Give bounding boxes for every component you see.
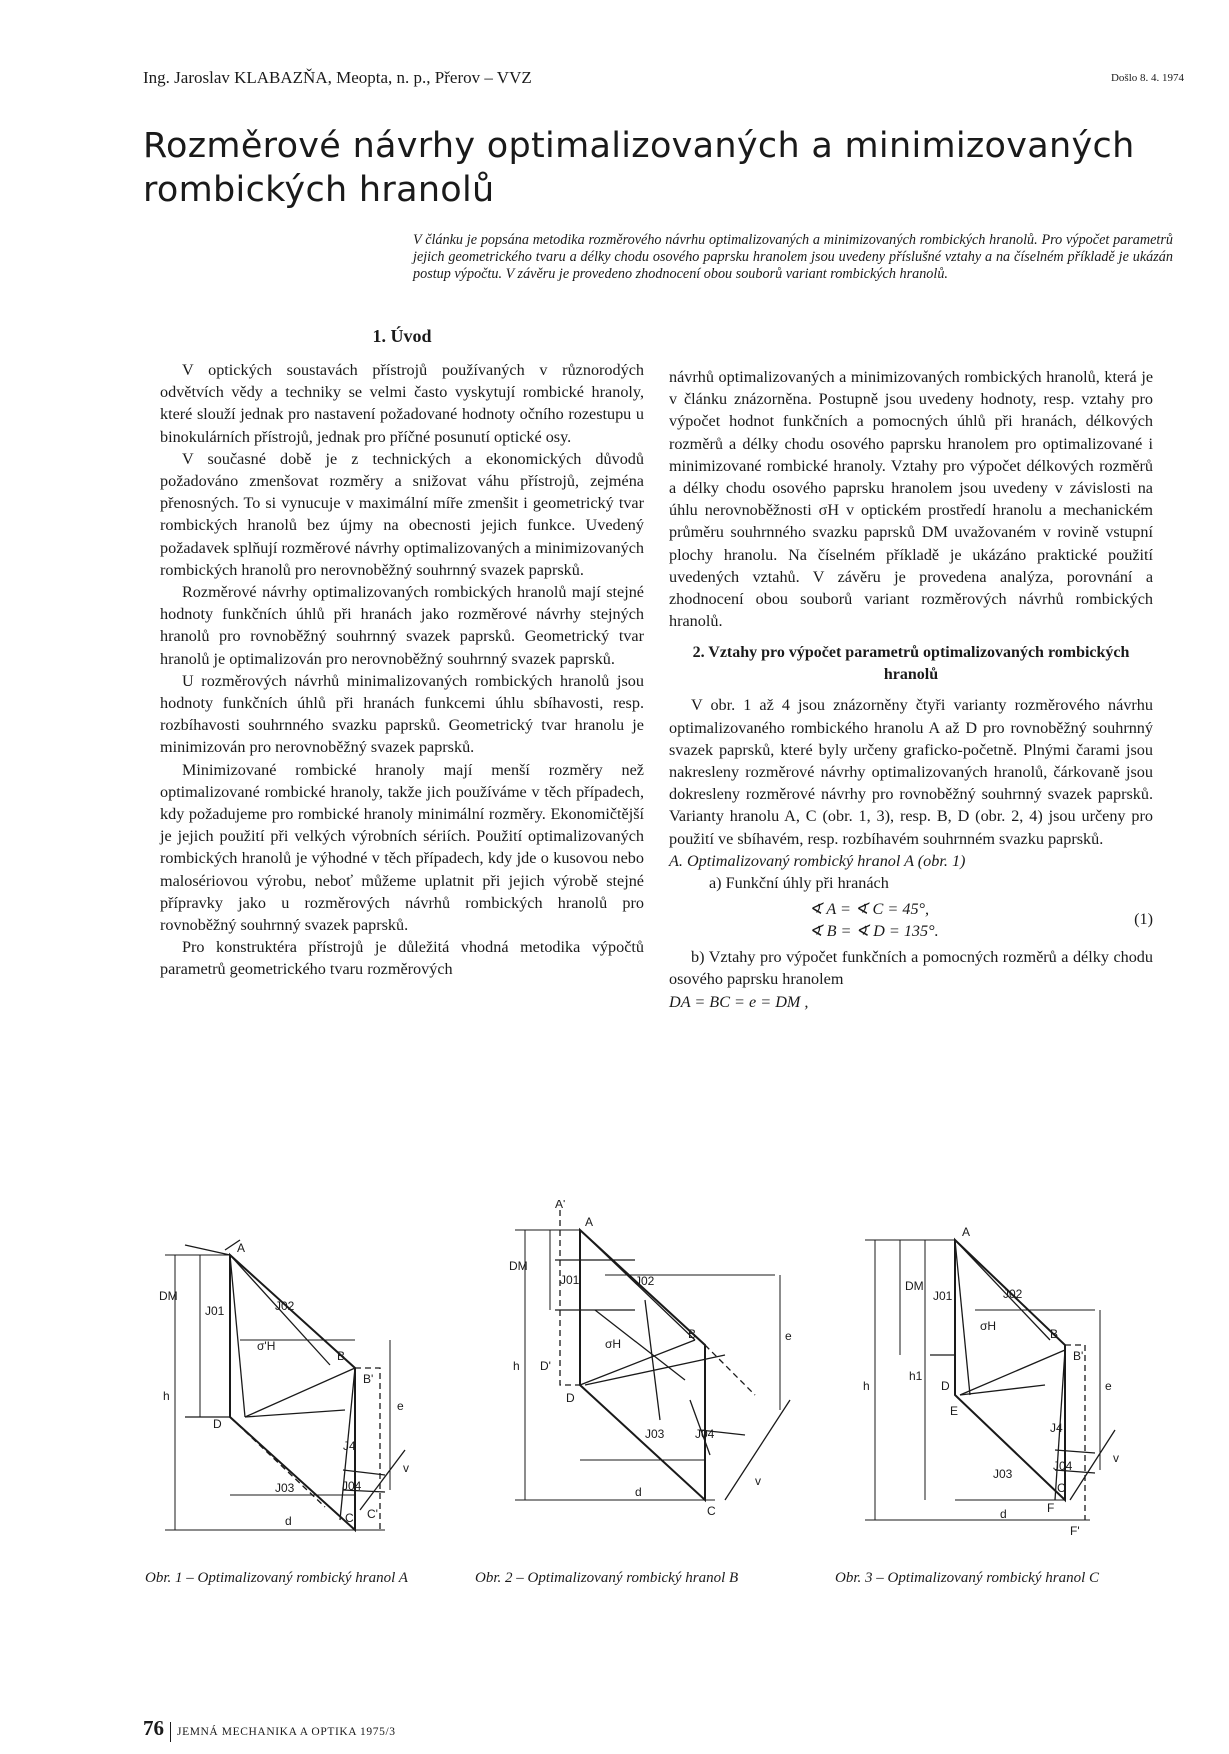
label-v: v — [403, 1461, 409, 1475]
label-J02: J02 — [1003, 1287, 1023, 1301]
label-J04: J04 — [1053, 1459, 1073, 1473]
received-date: Došlo 8. 4. 1974 — [1110, 72, 1184, 84]
label-B: B — [1050, 1327, 1059, 1341]
label-E: E — [950, 1404, 959, 1418]
label-Bp: B' — [1073, 1349, 1084, 1363]
paragraph: Pro konstruktéra přístrojů je důležitá vhodná metodika výpočtů parametrů geometrického tvaru rozměrových — [160, 938, 644, 979]
label-J03: J03 — [275, 1481, 295, 1495]
label-v: v — [1113, 1451, 1119, 1465]
label-DM: DM — [159, 1289, 178, 1303]
label-J04: J04 — [342, 1479, 362, 1493]
paragraph: V obr. 1 až 4 jsou znázorněny čtyři varianty rozměrového návrhu optimalizovaného rombického hranolu A až D pro rovnoběžný souhrnný svazek paprsků, které byly určeny graficko-početně. Plnými čarami jsou nakresleny rozměrové návrhy optimalizovaných hranolů, čárkovaně jsou dokresleny rozměrové návrhy pro rovnoběžný souhrnný svazek paprsků. Varianty hranolu A, C (obr. 1, 3), resp. B, D (obr. 2, 4) jsou určeny pro použití ve sbíhavém, resp. rozbíhavém souhrnném svazku paprsků. — [669, 696, 1153, 848]
figures-row — [145, 1200, 1185, 1620]
label-h: h — [863, 1379, 870, 1393]
label-h: h — [513, 1359, 520, 1373]
page-header — [143, 68, 1184, 92]
figure-2 — [475, 1200, 825, 1586]
label-A: A — [237, 1241, 246, 1255]
footer-divider — [170, 1722, 171, 1742]
equation-line: ∢ A = ∢ C = 45°, — [809, 900, 930, 919]
figure-3 — [835, 1200, 1175, 1586]
label-B: B — [337, 1349, 346, 1363]
paragraph: U rozměrových návrhů minimalizovaných rombických hranolů jsou hodnoty funkčních úhlů při hranách funkcemi úhlu sbíhavosti, resp. rozbíhavosti souhrnného svazku paprsků. Geometrický tvar hranolu je minimizován pro nerovnoběžný svazek paprsků. — [160, 671, 644, 757]
label-D: D — [941, 1379, 950, 1393]
label-d: d — [635, 1485, 642, 1499]
page-footer — [143, 1716, 396, 1742]
label-J4: J4 — [1050, 1421, 1063, 1435]
label-J01: J01 — [205, 1304, 225, 1318]
label-J03: J03 — [645, 1427, 665, 1441]
label-J01: J01 — [933, 1289, 953, 1303]
figure-2-drawing — [495, 1200, 825, 1540]
equation-line: ∢ B = ∢ D = 135°. — [809, 922, 939, 941]
label-Cp: C' — [367, 1507, 378, 1521]
paragraph-continuation: návrhů optimalizovaných a minimizovaných rombických hranolů, která je v článku znázorněna. Postupně jsou uvedeny hodnoty, resp. vztahy pro výpočet hodnot funkčních a pomocných úhlů při hranách, délkových rozměrů a délky chodu osového paprsku hranolem pro optimalizované i minimizované rombické hranoly. Vztahy pro výpočet délkových rozměrů a délky chodu osového paprsku hranolem jsou uvedeny v závislosti na úhlu nerovnoběžnosti σH v optickém prostředí hranolu a mechanickém průměru souhrnného svazku paprsků DM uvažovaném v rovině vstupní plochy hranolu. Na číselném příkladě je ukázáno praktické použití uvedených vztahů. V závěru je provedena analýza, porovnání a zhodnocení obou souborů variant rozměrových návrhů rombických hranolů. — [669, 368, 1153, 631]
label-D: D — [566, 1391, 575, 1405]
left-column — [160, 359, 644, 981]
figure-3-caption: Obr. 3 – Optimalizovaný rombický hranol C — [835, 1570, 1100, 1586]
label-J02: J02 — [635, 1274, 655, 1288]
section-2-heading: 2. Vztahy pro výpočet parametrů optimalizovaných rombických hranolů — [692, 644, 1130, 684]
label-C: C — [345, 1511, 354, 1525]
paragraph: V současné době je z technických a ekonomických důvodů požadováno zmenšovat rozměry a snižovat váhu přístrojů, zejména přenosných. To si vynucuje v maximální míře zmenšit i geometrický tvar rombických hranolů bez újmy na obecnosti jejich funkce. Uvedený požadavek splňují rozměrové návrhy optimalizovaných a minimizovaných rombických hranolů pro nerovnoběžný souhrnný svazek paprsků. — [160, 449, 644, 579]
label-sigma: σH — [605, 1337, 622, 1351]
figure-1 — [145, 1200, 465, 1586]
abstract: V článku je popsána metodika rozměrového návrhu optimalizovaných a minimizovaných rombických hranolů. Pro výpočet parametrů jejich geometrického tvaru a délky chodu osového paprsku hranolem jsou uvedeny příslušné vztahy a na číselném příkladě je ukázán postup výpočtu. V závěru je provedeno zhodnocení obou souborů variant rombických hranolů. — [413, 232, 1173, 282]
item-a: a) Funkční úhly při hranách — [709, 874, 889, 893]
figure-2-caption: Obr. 2 – Optimalizovaný rombický hranol B — [475, 1570, 739, 1586]
equation-1 — [669, 898, 1153, 942]
label-DM: DM — [905, 1279, 924, 1293]
label-B: B — [688, 1327, 697, 1341]
author-line: Ing. Jaroslav KLABAZŇA, Meopta, n. p., Přerov – VVZ — [143, 68, 532, 87]
label-J01: J01 — [560, 1273, 580, 1287]
label-sigma: σH — [980, 1319, 997, 1333]
journal-name: JEMNÁ MECHANIKA A OPTIKA 1975/3 — [177, 1726, 396, 1738]
figure-3-drawing — [845, 1200, 1175, 1540]
paragraph: Rozměrové návrhy optimalizovaných rombických hranolů mají stejné hodnoty funkčních úhlů při hranách jako rozměrové návrhy stejných hranolů pro rovnoběžný souhrnný svazek paprsků. Geometrický tvar hranolů je optimalizován pro nerovnoběžný souhrnný svazek paprsků. — [160, 583, 644, 668]
label-Fp: F' — [1070, 1524, 1080, 1538]
label-e: e — [1105, 1379, 1112, 1393]
label-A: A — [962, 1225, 971, 1239]
label-sigma: σ'H — [257, 1339, 276, 1353]
label-Dp: D' — [540, 1359, 551, 1373]
label-J04: J04 — [695, 1427, 715, 1441]
label-J4: J4 — [343, 1439, 356, 1453]
figure-1-caption: Obr. 1 – Optimalizovaný rombický hranol A — [145, 1570, 408, 1586]
label-C: C — [707, 1504, 716, 1518]
section-1-heading: 1. Úvod — [372, 326, 432, 346]
label-h: h — [163, 1389, 170, 1403]
equation-number: (1) — [1134, 910, 1153, 929]
label-Bp: B' — [363, 1372, 374, 1386]
label-e: e — [785, 1329, 792, 1343]
article-title: Rozměrové návrhy optimalizovaných a minimizovaných rombických hranolů — [143, 126, 1135, 210]
label-d: d — [1000, 1507, 1007, 1521]
label-e: e — [397, 1399, 404, 1413]
label-D: D — [213, 1417, 222, 1431]
label-v: v — [755, 1474, 761, 1488]
label-d: d — [285, 1514, 292, 1528]
label-J02: J02 — [275, 1299, 295, 1313]
figure-1-drawing — [145, 1200, 465, 1540]
subsection-heading: A. Optimalizovaný rombický hranol A (obr. 1) — [669, 851, 966, 870]
page-number: 76 — [143, 1716, 164, 1740]
equation-line: DA = BC = e = DM , — [669, 992, 809, 1011]
label-h1: h1 — [909, 1369, 923, 1383]
item-b: b) Vztahy pro výpočet funkčních a pomocných rozměrů a délky chodu osového paprsku hranolem — [669, 948, 1153, 989]
label-DM: DM — [509, 1259, 528, 1273]
right-column — [669, 366, 1153, 1013]
label-C: C — [1057, 1481, 1066, 1495]
paragraph: V optických soustavách přístrojů používaných v různorodých odvětvích vědy a techniky se velmi často vyskytují rombické hranoly, které slouží jednak pro nastavení požadované hodnoty očního rozestupu u binokulárních přístrojů, jednak pro příčné posunutí optické osy. — [160, 361, 644, 446]
label-J03: J03 — [993, 1467, 1013, 1481]
paragraph: Minimizované rombické hranoly mají menší rozměry než optimalizované rombické hranoly, takže jich používáme v těch případech, kdy požadujeme pro rombické hranoly minimální rozměry. Ekonomičtější je jejich použití při velkých výrobních sériích. Použití optimalizovaných rombických hranolů je výhodné v těch případech, kdy jde o kusovou nebo malosériovou výrobu, neboť můžeme uplatnit při jejich výrobě stejné přípravky jako u rozměrových návrhů rombických hranolů pro rovnoběžný souhrnný svazek paprsků. — [160, 760, 644, 935]
label-A: A — [585, 1215, 594, 1229]
label-F: F — [1047, 1501, 1055, 1515]
label-Ap: A' — [555, 1200, 566, 1211]
